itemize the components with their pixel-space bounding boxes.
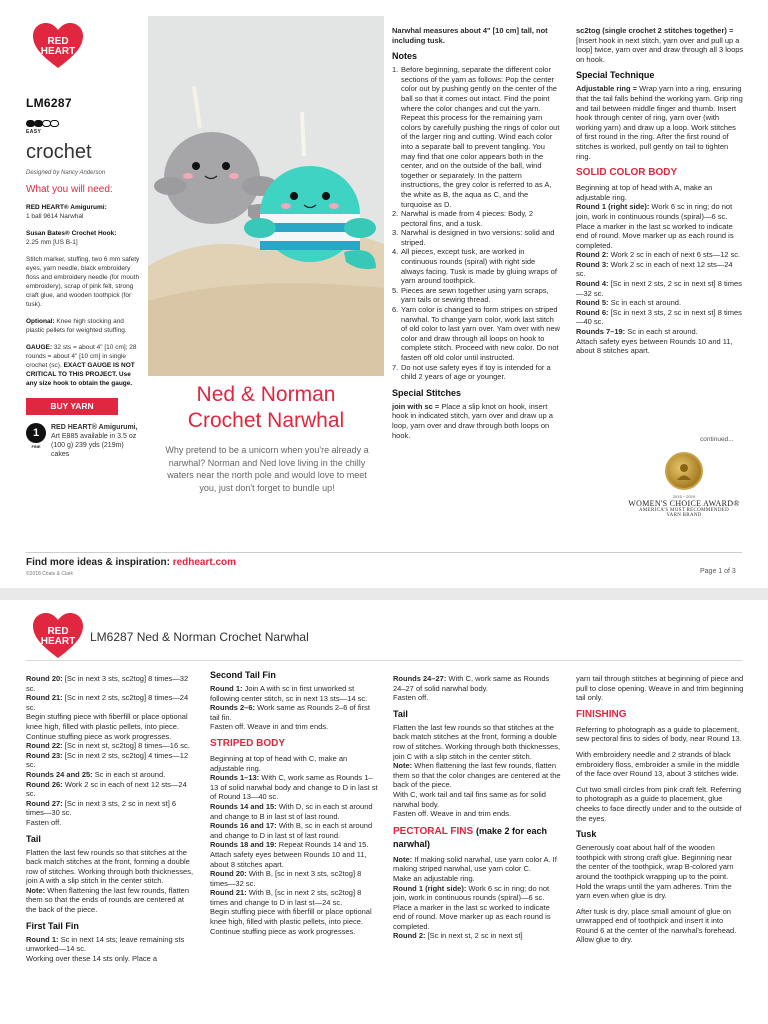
finishing-heading: FINISHING	[576, 708, 627, 720]
logo-text-line2: HEART	[40, 46, 76, 57]
notes-list	[392, 65, 560, 382]
round-text: Work 2 sc in each of next 6 sts—12 sc.	[610, 250, 741, 260]
instruction-line	[393, 874, 561, 884]
special-stitches-heading: Special Stitches	[392, 387, 462, 398]
instruction-text: With B, [sc in next 2 sts, sc2tog] 8 times and change to D in last st—24 sc.	[210, 888, 362, 907]
instruction-line	[210, 802, 378, 821]
instruction-text: With B, [sc in next 3 sts, sc2tog] 8 times—32 sc.	[210, 869, 362, 888]
instruction-line	[210, 840, 378, 850]
continued-label: continued...	[700, 436, 734, 443]
round-text: Sc in each st around.	[610, 298, 682, 308]
designer-credit: Designed by Nancy Anderson	[26, 170, 106, 176]
instruction-line	[576, 843, 744, 901]
note-text: Narwhal is designed in two versions: solid and striped.	[401, 228, 555, 247]
first-tail-fin-steps	[26, 935, 194, 964]
instruction-line	[393, 884, 561, 903]
instruction-label: Round 20:	[26, 674, 63, 683]
yarn-buy-text	[51, 423, 140, 459]
note-text: Yarn color is changed to form stripes on striped narwhal. To change yarn color, work last stitch of old color to last yarn over. Yarn over with new color and draw through all loops on hook to complete stitch. Proceed with new color. Do not fasten off old color until instructed.	[401, 305, 560, 362]
round-label: Round 1 (right side):	[576, 202, 650, 212]
list-item	[392, 286, 560, 305]
instruction-text: When flattening the last few rounds, flatten them so that the color changes are centered at the back of the piece.	[393, 761, 561, 790]
instruction-line	[393, 761, 561, 790]
note-number: 3.	[392, 228, 399, 238]
award-medal-icon	[665, 452, 703, 490]
striped-tail-steps	[393, 723, 561, 819]
yarn-label: RED HEART® Amigurumi:	[26, 204, 107, 211]
instruction-label: Rounds 2–6:	[210, 703, 256, 713]
page2-column-2	[210, 670, 378, 936]
instruction-line	[393, 723, 561, 761]
round-text: [Sc in next 2 sts, 2 sc in next st] 8 times—32 sc.	[576, 279, 742, 298]
tail-heading: Tail	[26, 833, 41, 844]
note-text: Narwhal is made from 4 pieces: Body, 2 pectoral fins, and a tusk.	[401, 209, 534, 228]
page2-column-3	[393, 674, 561, 941]
list-item	[392, 247, 560, 285]
instruction-label: Rounds 16 and 17:	[210, 821, 277, 831]
tail-steps	[26, 848, 194, 915]
note-number: 7.	[392, 362, 399, 372]
award-title: WOMEN'S CHOICE AWARD®	[628, 499, 740, 508]
instruction-line	[26, 780, 194, 799]
sc2tog-label: sc2tog (single crochet 2 stitches together) =	[576, 26, 734, 35]
note-number: 4.	[392, 247, 399, 257]
award-subtitle-1: AMERICA'S MOST RECOMMENDED	[638, 508, 729, 513]
red-heart-logo[interactable]	[32, 22, 84, 70]
instruction-text: Sc in next 14 sts; leave remaining sts unworked—14 sc.	[26, 934, 185, 954]
page-2	[0, 600, 768, 1024]
instruction-line	[26, 674, 194, 693]
first-tail-fin-heading: First Tail Fin	[26, 920, 79, 931]
round-label: Round 3:	[576, 259, 609, 269]
round-label: Round 2:	[576, 250, 609, 260]
page-2-title: LM6287 Ned & Norman Crochet Narwhal	[90, 630, 309, 644]
instruction-label: Round 1:	[210, 684, 243, 693]
narwhal-photo	[148, 16, 384, 376]
notes-heading: Notes	[392, 51, 418, 62]
instruction-line	[26, 751, 194, 770]
logo-text-line1: RED	[47, 36, 69, 47]
instruction-line	[26, 848, 194, 886]
gauge-label: GAUGE:	[26, 344, 52, 351]
list-item	[392, 228, 560, 247]
instruction-line	[210, 703, 378, 722]
sc2tog-definition	[576, 26, 744, 64]
striped-body-steps	[210, 754, 378, 936]
instruction-line	[393, 903, 561, 932]
instruction-line	[393, 855, 561, 874]
instruction-label: Round 21:	[210, 888, 247, 898]
note-text: All pieces, except tusk, are worked in continuous rounds (spiral) with right side always facing. Tusk is made by gluing wraps of yarn around toothpick.	[401, 247, 557, 286]
instruction-label: Round 2:	[393, 931, 426, 941]
instruction-label: Rounds 1–13:	[210, 773, 260, 783]
instruction-line	[210, 722, 378, 732]
buy-yarn-button[interactable]: BUY YARN	[26, 398, 118, 415]
instruction-label: Round 23:	[26, 750, 63, 760]
round-6	[576, 308, 744, 327]
instruction-line	[26, 935, 194, 954]
instruction-text: Fasten off.	[393, 693, 429, 703]
yarn-buy-detail: Art E885 available in 3.5 oz (100 g) 239 yds (219m) cakes	[51, 433, 137, 458]
copyright: ©2018 Coats & Clark	[26, 571, 74, 577]
eyes-note: Attach safety eyes between Rounds 10 and 11, about 8 stitches apart.	[576, 336, 733, 356]
instruction-text: [Sc in next 3 sts, 2 sc in next st] 6 times—30 sc.	[26, 798, 177, 818]
instruction-text: With B, sc in each st around and change to D in last st of last round.	[210, 821, 373, 840]
pectoral-fins-subtitle: (make 2 for each narwhal)	[393, 825, 548, 849]
instruction-line	[576, 907, 744, 945]
instruction-text: Work same as Rounds 2–6 of first tail fin.	[210, 703, 370, 722]
instruction-text: With D, sc in each st around and change to B in last st of last round.	[210, 801, 373, 821]
instruction-text: Attach safety eyes between Rounds 10 and 11, about 8 stitches apart.	[210, 849, 367, 869]
footer-inspiration	[26, 557, 236, 568]
instruction-line	[210, 850, 378, 869]
instruction-text: With C, work same as Rounds 24–27 of solid narwhal body.	[393, 674, 550, 693]
instruction-text: Work 6 sc in ring; do not join, work in continuous rounds (spiral)—6 sc.	[393, 883, 550, 903]
footer-find-text: Find more ideas & inspiration:	[26, 557, 170, 568]
note-number: 5.	[392, 285, 399, 295]
aqua-narwhal-tusk	[302, 112, 304, 156]
instruction-text: Place a marker in the last sc worked to indicate end of round. Move marker up as each round is completed.	[393, 902, 551, 931]
page-number: Page 1 of 3	[700, 568, 736, 575]
instruction-line	[26, 693, 194, 712]
instruction-label: Rounds 18 and 19:	[210, 840, 277, 850]
instruction-label: Round 22:	[26, 741, 63, 751]
instruction-text: Fasten off. Weave in and trim ends.	[210, 722, 329, 732]
notions-text: Stitch marker, stuffing, two 6 mm safety eyes, yarn needle, black embroidery floss and embroidery needle (for mouth embroidery), scrap of pink felt, strong craft glue, and wooden toothpick (for tusk).	[26, 256, 140, 308]
instruction-text: Referring to photograph as a guide to placement, sew pectoral fins to sides of body, near Round 13.	[576, 724, 742, 744]
instruction-line	[210, 907, 378, 936]
hook-label: Susan Bates® Crochet Hook:	[26, 230, 117, 237]
title-line-2: Crochet Narwhal	[187, 409, 345, 432]
pattern-intro: Why pretend to be a unicorn when you're already a narwhal? Norman and Ned love living in the chilly waters near the north pole and would love to meet you, just don't forget to bundle up!	[165, 445, 369, 493]
round-text: Work 6 sc in ring; do not join, work in continuous rounds (spiral)—6 sc.	[576, 202, 733, 221]
instruction-text: [Sc in next st, sc2tog] 8 times—16 sc.	[62, 741, 190, 751]
instruction-label: Rounds 24–27:	[393, 674, 447, 683]
instruction-line	[26, 954, 194, 964]
instruction-line	[393, 674, 561, 693]
join-with-sc	[392, 402, 560, 440]
logo-text-line2: HEART	[40, 636, 76, 647]
yarn-purchase-info	[26, 423, 140, 459]
hook-detail: 2.25 mm [US B-1]	[26, 239, 78, 246]
pectoral-fins-title: PECTORAL FINS	[393, 825, 474, 837]
round-list	[26, 674, 194, 828]
rounds-7-19	[576, 327, 744, 337]
skill-level-icon	[26, 120, 140, 127]
ring-label: Adjustable ring =	[576, 84, 638, 94]
instruction-label: Rounds 24 and 25:	[26, 769, 93, 779]
instruction-text: Working over these 14 sts only. Place a	[26, 953, 158, 963]
instruction-line	[210, 754, 378, 773]
instruction-line	[576, 750, 744, 779]
instruction-text: With C, work same as Rounds 1–13 of solid narwhal body and change to D in last st of Round 13—40 sc.	[210, 773, 378, 802]
rounds-24-27	[393, 674, 561, 703]
round-label: Round 5:	[576, 298, 609, 308]
instruction-line	[210, 869, 378, 888]
instruction-text: [Sc in next 2 sts, sc2tog] 4 times—12 sc.	[26, 750, 189, 770]
page2-column-1	[26, 674, 194, 963]
instruction-label: Round 21:	[26, 693, 63, 703]
instruction-line	[26, 741, 194, 751]
instruction-text: Repeat Rounds 14 and 15.	[276, 840, 369, 850]
instruction-text: Work 2 sc in each of next 12 sts—24 sc.	[26, 779, 187, 799]
instruction-line	[26, 770, 194, 780]
craft-type: crochet	[26, 141, 92, 163]
instruction-label: Round 27:	[26, 798, 63, 808]
instruction-label: Round 1:	[26, 934, 59, 944]
gauge-note: EXACT GAUGE IS NOT CRITICAL TO THIS PROJECT. Use any size hook to obtain the gauge.	[26, 362, 135, 387]
instruction-text: Sc in each st around.	[92, 769, 166, 779]
round-label: Rounds 7–19:	[576, 327, 626, 337]
join-label: join with sc =	[392, 401, 440, 411]
instruction-text: Make an adjustable ring.	[393, 873, 475, 883]
fin-closing-text: yarn tail through stitches at beginning of piece and pull to close opening. Weave in and trim beginning tail only.	[576, 674, 744, 703]
optional-text: Knee high stocking and plastic pellets for weighted stuffing.	[26, 318, 127, 334]
sidebar	[26, 96, 140, 459]
instruction-line	[210, 821, 378, 840]
yarn-weight-number: 1	[26, 423, 46, 443]
pattern-title	[148, 382, 384, 434]
note-text: Before beginning, separate the different color sections of the yarn as follows: Pop the center color out by pushing gently on the center of the ball so that it comes out intact. Find the point where the color changes and cut the yarn. Repeat this process for the remaining yarn colors by carefully pushing the rings of color out of the larger ring and cutting. Wind each color into a separate ball to prevent tangling. You may find that one color appears both in the center, and on the outside of the ball, wind together or separately. In the pattern instructions, the grey color is referred to as A, the white as B, the aqua as C, and the turquoise as D.	[401, 65, 560, 209]
notes-column	[392, 26, 560, 440]
instruction-line	[210, 888, 378, 907]
instruction-text: Begin stuffing piece with fiberfill or place optional knee high, filled with plastic pellets, into piece. Continue stuffing piece as work progresses.	[26, 712, 188, 741]
pectoral-fins-steps	[393, 855, 561, 941]
yarn-weight-icon	[26, 423, 46, 459]
striped-body-heading: STRIPED BODY	[210, 737, 286, 749]
solid-intro: Beginning at top of head with A, make an adjustable ring.	[576, 183, 713, 202]
marker-note: Place a marker in the last sc worked to indicate end of round. Move marker up as each round is completed.	[576, 221, 734, 250]
instruction-text: If making solid narwhal, use yarn color A. If making striped narwhal, use yarn color C.	[393, 854, 557, 874]
list-item	[392, 363, 560, 382]
optional-label: Optional:	[26, 318, 55, 325]
optional-materials	[26, 317, 140, 335]
instruction-line	[393, 931, 561, 941]
gauge-info	[26, 343, 140, 388]
yarn-detail: 1 ball 9614 Narwhal	[26, 213, 84, 220]
instruction-line	[576, 785, 744, 823]
instruction-text: [Sc in next 2 sts, sc2tog] 8 times—24 sc.	[26, 693, 189, 712]
page-2-divider	[26, 660, 742, 661]
instruction-line	[26, 712, 194, 741]
instruction-label: Round 20:	[210, 869, 247, 879]
note-text: Pieces are sewn together using yarn scraps, yarn tails or sewing thread.	[401, 285, 549, 305]
instruction-text: With embroidery needle and 2 strands of black embroidery floss, embroider a smile in the middle of the face over Round 13, about 3 stitches wide.	[576, 749, 740, 779]
sc2tog-text: [Insert hook in next stitch, yarn over and pull up a loop] twice, yarn over and draw through all 3 loops on hook.	[576, 35, 744, 64]
instruction-line	[26, 799, 194, 818]
footer-divider	[26, 552, 742, 553]
instruction-label: Note:	[393, 761, 413, 771]
instruction-label: Note:	[393, 854, 413, 864]
pattern-code: LM6287	[26, 96, 72, 110]
instruction-line	[393, 693, 561, 703]
yarn-requirement	[26, 203, 140, 221]
award-subtitle-2: YARN BRAND	[666, 513, 702, 518]
round-text: Sc in each st around.	[627, 327, 698, 337]
instruction-text: After tusk is dry, place small amount of glue on unwrapped end of toothpick and insert it into Round 6 at the center of the narwhal's forehead. Allow glue to dry.	[576, 906, 737, 945]
special-technique-heading: Special Technique	[576, 70, 655, 81]
instruction-text: Generously coat about half of the wooden toothpick with strong craft glue. Beginning near the center of the toothpick, wrap B-colored yarn around the toothpick wrapping up to the point. Hold the wraps until the yarn adheres. Trim the yarn even when glue is dry.	[576, 843, 734, 901]
striped-tail-heading: Tail	[393, 708, 408, 719]
measurement-note: Narwhal measures about 4" [10 cm] tall, not including tusk.	[392, 26, 548, 45]
instruction-line	[26, 886, 194, 915]
instruction-text: [Sc in next 3 sts, sc2tog] 8 times—32 sc.	[26, 674, 189, 693]
adjustable-ring	[576, 84, 744, 161]
round-1	[576, 202, 744, 221]
title-line-1: Ned & Norman	[196, 383, 336, 406]
instruction-label: Round 1 (right side):	[393, 883, 467, 893]
yarn-buy-name: RED HEART® Amigurumi,	[51, 424, 138, 431]
instruction-text: Fasten off.	[26, 817, 62, 827]
instruction-text: Cut two small circles from pink craft felt. Referring to photograph as a guide to placement, glue cheeks to face directly under and to the outside of the eyes.	[576, 784, 742, 823]
round-text: [Sc in next 3 sts, 2 sc in next st] 8 times—40 sc.	[576, 307, 742, 327]
instruction-line	[210, 684, 378, 703]
instruction-text: With C, work tail and tail fins same as for solid narwhal body.	[393, 789, 546, 809]
instruction-line	[26, 818, 194, 828]
note-number: 2.	[392, 209, 399, 219]
round-label: Round 4:	[576, 279, 609, 289]
instruction-line	[393, 809, 561, 819]
materials-heading: What you will need:	[26, 184, 113, 195]
instruction-label: Note:	[26, 885, 46, 895]
instruction-text: Fasten off. Weave in and trim ends.	[393, 809, 512, 819]
round-text: Work 2 sc in each of next 12 sts—24 sc.	[576, 259, 733, 279]
finishing-steps	[576, 725, 744, 823]
instruction-line	[576, 725, 744, 744]
join-text: Place a slip knot on hook, insert hook in indicated stitch, yarn over and draw up a loop, yarn over and draw through both loops on hook.	[392, 401, 553, 440]
instruction-line	[210, 773, 378, 802]
list-item	[392, 305, 560, 363]
page2-column-4	[576, 674, 744, 945]
list-item	[392, 209, 560, 228]
instruction-text: Beginning at top of head with C, make an adjustable ring.	[210, 753, 348, 773]
solid-body-heading: SOLID COLOR BODY	[576, 167, 678, 179]
skill-level-label: EASY	[26, 129, 42, 135]
instruction-text: Join A with sc in first unworked st following center stitch, sc in next 13 sts—14 sc.	[210, 684, 368, 703]
award-years: 2015 ~ 2019	[672, 494, 696, 499]
note-text: Do not use safety eyes if toy is intended for a child 2 years of age or younger.	[401, 362, 551, 382]
round-5	[576, 298, 744, 308]
instruction-text: Flatten the last few rounds so that stitches at the back match stitches at the front, forming a double row of stitches. Working through both thicknesses, join C with a slip stitch in the center stitch.	[393, 722, 561, 761]
note-number: 1.	[392, 65, 399, 75]
instruction-text: Begin stuffing piece with fiberfill or place optional knee high, filled with plastic pellets, into piece. Continue stuffing piece as work progresses.	[210, 907, 372, 936]
instruction-line	[393, 790, 561, 809]
logo-text-line1: RED	[47, 626, 69, 637]
technique-column	[576, 26, 744, 356]
hook-requirement	[26, 229, 140, 247]
tusk-steps	[576, 843, 744, 945]
tusk-heading: Tusk	[576, 829, 597, 840]
red-heart-logo[interactable]	[32, 612, 84, 660]
round-label: Round 6:	[576, 307, 609, 317]
instruction-text: Flatten the last few rounds so that stitches at the back match stitches at the front, forming a double row of stitches. Working through both thicknesses, join A with a slip stitch in the center stitch.	[26, 847, 194, 886]
yarn-weight-caption: FINE	[31, 444, 41, 449]
gauge-text: 32 sts = about 4" [10 cm]; 28 rounds = about 4" [10 cm] in single crochet (sc).	[26, 344, 137, 369]
instruction-label: Round 26:	[26, 779, 63, 789]
ring-text: Wrap yarn into a ring, ensuring that the tail falls behind the working yarn. Grip ring and tail between middle finger and thumb. Insert hook through center of ring, yarn over (with working yarn) and draw up a loop. Work stitches of first round in the ring. After the first round of stitches is worked, pull gently on tail to tighten ring.	[576, 84, 743, 161]
list-item	[392, 65, 560, 209]
pectoral-fins-heading	[393, 825, 561, 851]
instruction-text: When flattening the last few rounds, flatten them so that the ends of rounds are centered at the back of the piece.	[26, 885, 190, 915]
instruction-label: Rounds 14 and 15:	[210, 801, 277, 811]
note-number: 6.	[392, 305, 399, 315]
redheart-link[interactable]: redheart.com	[172, 557, 237, 568]
womens-choice-award	[626, 452, 742, 518]
round-2	[576, 250, 744, 260]
round-4	[576, 279, 744, 298]
second-tail-fin-steps	[210, 684, 378, 732]
second-tail-fin-heading: Second Tail Fin	[210, 670, 276, 680]
instruction-text: [Sc in next st, 2 sc in next st]	[425, 931, 523, 941]
round-3	[576, 260, 744, 279]
